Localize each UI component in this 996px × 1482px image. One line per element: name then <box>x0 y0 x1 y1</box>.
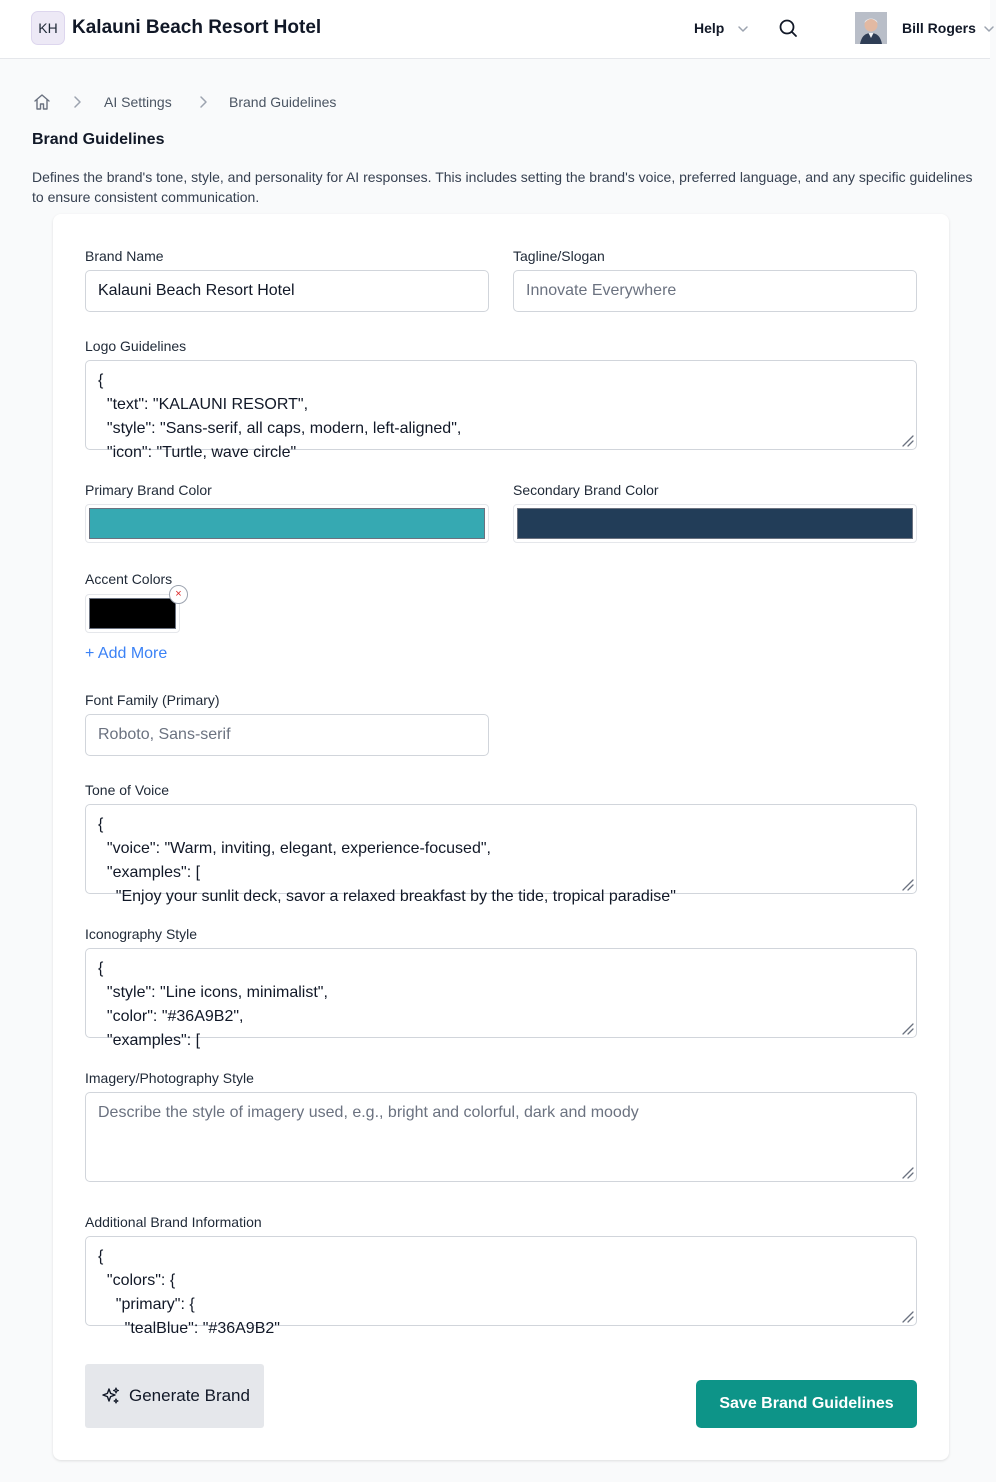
chevron-down-icon[interactable] <box>736 22 750 36</box>
chevron-right-icon <box>70 94 84 110</box>
page-title: Brand Guidelines <box>32 131 165 148</box>
generate-brand-label: Generate Brand <box>129 1386 250 1405</box>
secondary-color-label: Secondary Brand Color <box>513 482 659 498</box>
breadcrumb-ai-settings[interactable]: AI Settings <box>104 94 172 110</box>
user-name[interactable]: Bill Rogers <box>902 20 976 36</box>
tone-of-voice-label: Tone of Voice <box>85 782 170 798</box>
logo-guidelines-textarea[interactable] <box>85 360 917 461</box>
imagery-placeholder: Describe the style of imagery used, e.g., bright and colorful, dark and moody <box>98 1104 639 1121</box>
resize-handle-icon[interactable] <box>900 877 914 891</box>
imagery-textarea[interactable] <box>85 1092 917 1182</box>
chevron-right-icon <box>196 94 210 110</box>
resize-handle-icon[interactable] <box>900 1165 914 1179</box>
tone-of-voice-text: { "voice": "Warm, inviting, elegant, experience-focused", "examples": [ "Enjoy your sunlit deck, savor a relaxed breakfast by the tide, tropical paradise" <box>98 816 676 905</box>
search-icon[interactable] <box>777 17 799 39</box>
additional-info-label: Additional Brand Information <box>85 1214 262 1230</box>
additional-info-text: { "colors": { "primary": { "tealBlue": "#36A9B2" <box>98 1248 280 1337</box>
sparkles-icon <box>101 1386 121 1406</box>
brand-name-label: Brand Name <box>85 248 164 264</box>
imagery-label: Imagery/Photography Style <box>85 1070 254 1086</box>
brand-name-input[interactable]: Kalauni Beach Resort Hotel <box>85 270 489 312</box>
avatar[interactable] <box>855 12 887 44</box>
secondary-color-swatch <box>517 508 913 539</box>
secondary-color-picker[interactable] <box>513 504 917 543</box>
org-badge[interactable]: KH <box>31 11 65 45</box>
chevron-down-icon[interactable] <box>982 22 996 36</box>
font-family-input[interactable]: Roboto, Sans-serif <box>85 714 489 756</box>
iconography-text: { "style": "Line icons, minimalist", "color": "#36A9B2", "examples": [ <box>98 960 328 1049</box>
tone-of-voice-textarea[interactable] <box>85 804 917 905</box>
org-name[interactable]: Kalauni Beach Resort Hotel <box>72 17 322 38</box>
logo-guidelines-label: Logo Guidelines <box>85 338 187 354</box>
additional-info-textarea[interactable] <box>85 1236 917 1337</box>
generate-brand-button[interactable] <box>85 1364 264 1428</box>
top-bar <box>0 0 990 59</box>
font-family-label: Font Family (Primary) <box>85 692 220 708</box>
logo-guidelines-text: { "text": "KALAUNI RESORT", "style": "Sans-serif, all caps, modern, left-aligned", "icon": "Turtle, wave circle" <box>98 372 462 461</box>
add-more-accent-button[interactable]: + Add More <box>85 645 168 662</box>
tagline-input[interactable]: Innovate Everywhere <box>513 270 917 312</box>
breadcrumb-brand-guidelines[interactable]: Brand Guidelines <box>229 94 337 110</box>
resize-handle-icon[interactable] <box>900 433 914 447</box>
home-icon[interactable] <box>32 92 52 112</box>
accent-color-picker[interactable] <box>85 594 180 633</box>
primary-color-label: Primary Brand Color <box>85 482 212 498</box>
save-brand-guidelines-button[interactable]: Save Brand Guidelines <box>696 1380 917 1428</box>
tagline-label: Tagline/Slogan <box>513 248 605 264</box>
help-menu[interactable]: Help <box>694 20 725 36</box>
remove-accent-color-button[interactable]: × <box>169 585 188 604</box>
iconography-label: Iconography Style <box>85 926 198 942</box>
resize-handle-icon[interactable] <box>900 1309 914 1323</box>
accent-color-swatch <box>89 598 176 629</box>
primary-color-picker[interactable] <box>85 504 489 543</box>
iconography-textarea[interactable] <box>85 948 917 1049</box>
page-description: Defines the brand's tone, style, and personality for AI responses. This includes setting the brand's voice, preferred language, and any specific guidelines to ensure consistent communication. <box>32 169 973 205</box>
resize-handle-icon[interactable] <box>900 1021 914 1035</box>
accent-colors-label: Accent Colors <box>85 571 173 587</box>
primary-color-swatch <box>89 508 485 539</box>
